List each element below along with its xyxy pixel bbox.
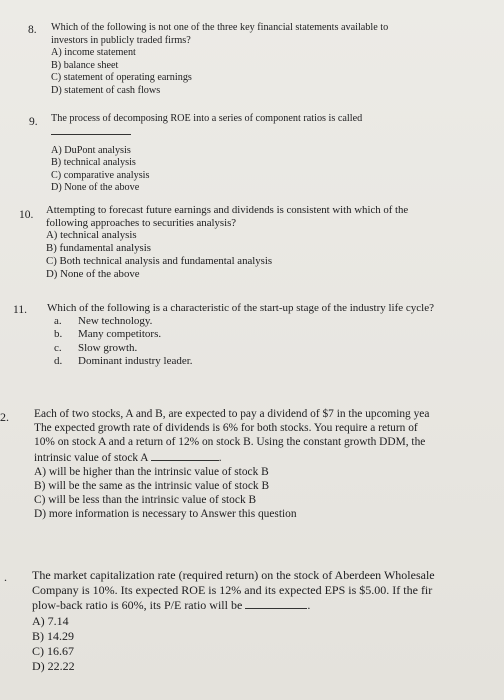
question-number: 9.	[29, 116, 38, 128]
stem-line: Which of the following is a characteristic of the start-up stage of the industry life cycle?	[47, 302, 434, 314]
answer-option-c	[47, 342, 434, 355]
stem-line: The market capitalization rate (required return) on the stock of Aberdeen Wholesale	[32, 568, 435, 582]
answer-option-b	[47, 328, 434, 341]
answer-option-d: D) None of the above	[46, 267, 140, 280]
question-number: 8.	[28, 24, 37, 36]
option-letter: a.	[54, 315, 62, 328]
answer-option-c: C) 16.67	[32, 644, 74, 659]
stem-line: investors in publicly traded firms?	[51, 34, 191, 46]
answer-option-b: B) will be the same as the intrinsic value of stock B	[34, 480, 270, 493]
answer-option-c: C) will be less than the intrinsic value of stock B	[34, 494, 257, 507]
answer-option-b: B) balance sheet	[51, 59, 119, 71]
question-stem	[34, 407, 429, 522]
question-number: .	[4, 570, 7, 584]
answer-option-d	[47, 355, 434, 368]
question-stem	[47, 302, 434, 368]
stem-text: plow-back ratio is 60%, its P/E ratio will be	[32, 598, 243, 613]
stem-tail: .	[307, 598, 311, 613]
answer-option-a: A) DuPont analysis	[51, 144, 131, 156]
answer-option-b: B) 14.29	[32, 628, 74, 643]
question-number: 10.	[19, 209, 34, 221]
answer-blank	[51, 125, 131, 135]
answer-option-a: A) 7.14	[32, 613, 69, 628]
question-number: 2.	[0, 410, 9, 424]
answer-option-d: D) 22.22	[32, 659, 75, 674]
answer-option-b: B) technical analysis	[51, 157, 136, 169]
stem-line: Each of two stocks, A and B, are expected to pay a dividend of $7 in the upcoming yea	[34, 408, 430, 420]
answer-option-c: C) Both technical analysis and fundamental analysis	[46, 254, 273, 267]
question-stem	[51, 113, 362, 194]
stem-line: Which of the following is not one of the three key financial statements available to	[51, 22, 389, 33]
question-number: 11.	[13, 304, 27, 316]
question-stem	[32, 568, 435, 674]
option-letter: b.	[54, 328, 63, 341]
option-letter: d.	[54, 354, 63, 367]
stem-line: following approaches to securities analysis?	[46, 216, 237, 229]
stem-line	[32, 598, 435, 613]
option-text: Dominant industry leader.	[78, 354, 193, 367]
stem-line: Company is 10%. Its expected ROE is 12% and its expected EPS is $5.00. If the fir	[32, 583, 433, 598]
stem-line: The expected growth rate of dividends is 6% for both stocks. You require a return of	[34, 422, 418, 435]
answer-blank	[151, 450, 219, 461]
option-letter: c.	[54, 341, 62, 354]
answer-option-c: C) statement of operating earnings	[51, 72, 192, 84]
answer-option-a: A) will be higher than the intrinsic value of stock B	[34, 465, 269, 478]
answer-option-a: A) technical analysis	[46, 229, 137, 242]
stem-line: The process of decomposing ROE into a series of component ratios is called	[51, 113, 363, 124]
option-text: Slow growth.	[78, 341, 138, 354]
stem-line: 10% on stock A and a return of 12% on stock B. Using the constant growth DDM, the	[34, 436, 426, 449]
stem-line: Attempting to forecast future earnings and dividends is consistent with which of the	[46, 204, 409, 216]
answer-option-d: D) None of the above	[51, 182, 140, 194]
answer-blank	[245, 598, 307, 609]
answer-option-d: D) more information is necessary to Answer this question	[34, 508, 297, 521]
answer-option-a	[47, 315, 434, 328]
question-stem	[51, 22, 388, 98]
answer-option-b: B) fundamental analysis	[46, 242, 151, 255]
answer-option-d: D) statement of cash flows	[51, 84, 161, 96]
stem-line	[34, 450, 429, 465]
option-text: Many competitors.	[78, 328, 162, 341]
stem-text: intrinsic value of stock A	[34, 451, 148, 464]
answer-option-a: A) income statement	[51, 47, 136, 59]
answer-option-c: C) comparative analysis	[51, 169, 150, 181]
question-stem	[46, 204, 408, 280]
option-text: New technology.	[78, 315, 153, 328]
stem-tail: .	[218, 451, 222, 464]
